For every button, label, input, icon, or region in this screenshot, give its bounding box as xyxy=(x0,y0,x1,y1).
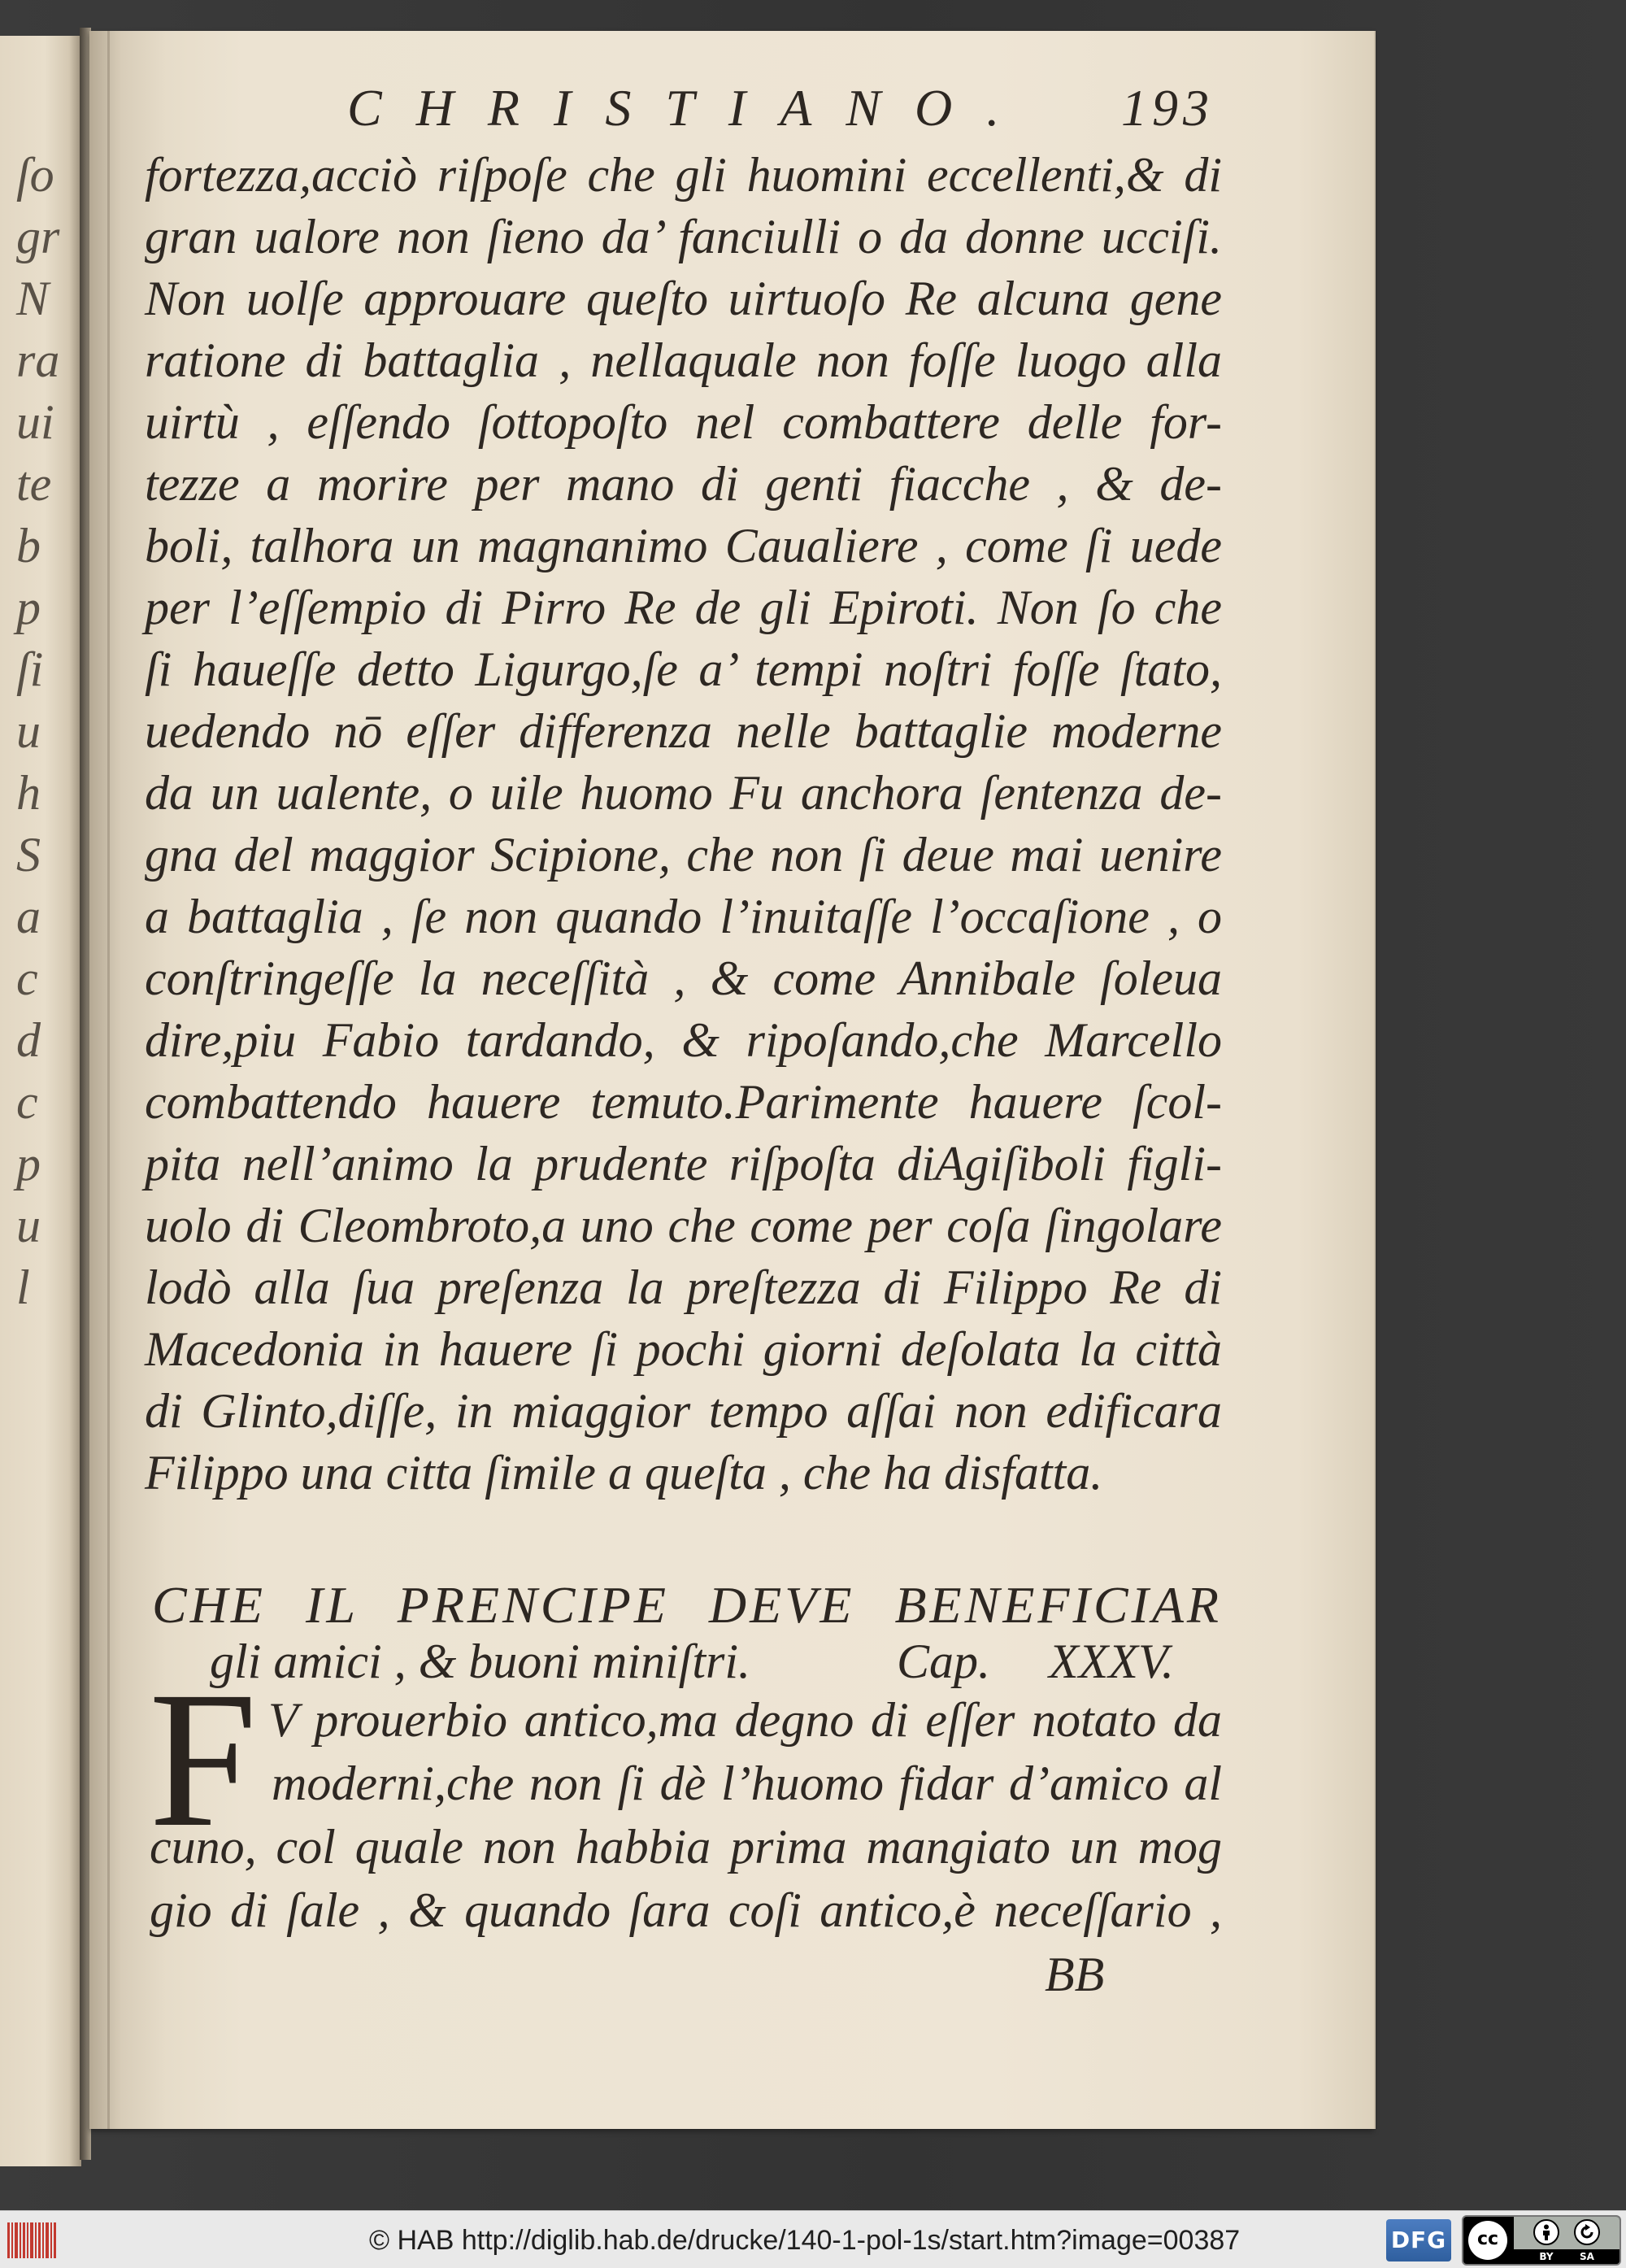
footer-bar xyxy=(0,2210,1626,2268)
facing-fragment: N xyxy=(16,272,50,325)
chapter-number: XXXV. xyxy=(1049,1635,1174,1688)
text-line: ſi haueſſe detto Ligurgo,ſe a’ tempi noſtri foſſe ſtato, xyxy=(145,642,1222,696)
text-line: gna del maggior Scipione, che non ſi deue mai uenire xyxy=(145,828,1222,882)
facing-fragment: c xyxy=(16,951,38,1005)
text-line: lodò alla ſua preſenza la preſtezza di Filippo Re di xyxy=(145,1260,1222,1314)
text-line: uedendo nō eſſer differenza nelle battaglie moderne xyxy=(145,704,1222,758)
text-line: conſtringeſſe la neceſſità , & come Annibale ſoleua xyxy=(145,951,1222,1005)
text-line: ratione di battaglia , nellaquale non foſſe luogo alla xyxy=(145,333,1222,387)
text-line: V prouerbio antico,ma degno di eſſer notato da xyxy=(268,1693,1222,1747)
facing-fragment: d xyxy=(16,1013,41,1067)
facing-fragment: te xyxy=(16,457,52,511)
text-line: boli, talhora un magnanimo Caualiere , come ſi uede xyxy=(145,519,1222,572)
facing-fragment: c xyxy=(16,1075,38,1129)
by-person-icon xyxy=(1533,2219,1559,2245)
drop-cap-initial: F xyxy=(149,1651,258,1867)
facing-fragment: a xyxy=(16,890,41,943)
cc-left-panel xyxy=(1463,2217,1514,2264)
facing-fragment: p xyxy=(16,581,41,634)
gutter-shadow xyxy=(107,31,110,2129)
text-line: a battaglia , ſe non quando l’inuitaſſe l’occaſione , o xyxy=(145,890,1222,943)
facing-fragment: ſo xyxy=(16,148,54,202)
chapter-label: Cap. xyxy=(897,1635,991,1688)
text-line: di Glinto,diſſe, in miaggior tempo aſſai non edificara xyxy=(145,1384,1222,1438)
facing-fragment: ra xyxy=(16,333,60,387)
cc-right-panel xyxy=(1514,2217,1619,2264)
text-line: Filippo una citta ſimile a queſta , che ha disfatta. xyxy=(145,1446,1103,1500)
by-label: BY xyxy=(1539,2251,1554,2262)
facing-fragment: S xyxy=(16,828,41,882)
text-line: Non uolſe approuare queſto uirtuoſo Re alcuna gene xyxy=(145,272,1222,325)
catchword: BB xyxy=(1045,1948,1105,2001)
facing-fragment: h xyxy=(16,766,41,820)
copyright-credit: © HAB http://diglib.hab.de/drucke/140-1-pol-1s/start.htm?image=00387 xyxy=(369,2225,1241,2256)
cc-label-strip xyxy=(1514,2249,1619,2264)
dfg-logo: DFG xyxy=(1386,2219,1451,2261)
text-line: dire,piu Fabio tardando, & ripoſando,che Marcello xyxy=(145,1013,1222,1067)
cc-license-badge xyxy=(1462,2215,1621,2266)
sa-label: SA xyxy=(1580,2251,1594,2262)
facing-fragment: p xyxy=(16,1137,41,1191)
facing-fragment: ui xyxy=(16,395,54,449)
text-line: gran ualore non ſieno da’ fanciulli o da donne ucciſi. xyxy=(145,210,1222,263)
text-line: Macedonia in hauere ſi pochi giorni deſolata la città xyxy=(145,1322,1222,1376)
body-paragraph xyxy=(145,144,1222,1504)
facing-fragment: l xyxy=(16,1260,30,1314)
barcode-icon xyxy=(7,2221,58,2260)
text-line: da un ualente, o uile huomo Fu anchora ſentenza de- xyxy=(145,766,1222,820)
facing-fragment: b xyxy=(16,519,41,572)
text-line: gio di ſale , & quando ſara coſi antico,è neceſſario , xyxy=(150,1883,1222,1937)
text-line: uirtù , eſſendo ſottopoſto nel combattere delle for- xyxy=(145,395,1222,449)
chapter-heading-line xyxy=(89,1630,1374,1692)
text-line: combattendo hauere temuto.Parimente hauere ſcol- xyxy=(145,1075,1222,1129)
chapter-heading-title: CHE IL PRENCIPE DEVE BENEFICIAR xyxy=(152,1576,1222,1634)
chapter-heading-subtitle: gli amici , & buoni miniſtri. xyxy=(210,1635,751,1688)
text-line: uolo di Cleombroto,a uno che come per coſa ſingolare xyxy=(145,1199,1222,1252)
facing-fragment: ſi xyxy=(16,642,44,696)
cc-icon-strip xyxy=(1514,2217,1619,2249)
creative-commons-icon: cc xyxy=(1468,2221,1507,2260)
text-line: moderni,che non ſi dè l’huomo fidar d’amico al xyxy=(272,1757,1222,1810)
share-alike-icon xyxy=(1574,2219,1600,2245)
text-line: pita nell’animo la prudente riſpoſta diAgiſiboli figli- xyxy=(145,1137,1222,1191)
folio-number: 193 xyxy=(1121,79,1214,137)
facing-fragment: u xyxy=(16,704,41,758)
facing-fragment: gr xyxy=(16,210,60,263)
text-line: fortezza,acciò riſpoſe che gli huomini eccellenti,& di xyxy=(145,148,1222,202)
running-head-title: CHRISTIANO. xyxy=(347,79,1034,137)
text-line: tezze a morire per mano di genti fiacche , & de- xyxy=(145,457,1222,511)
book-page xyxy=(89,31,1374,2129)
text-line: per l’eſſempio di Pirro Re de gli Epiroti. Non ſo che xyxy=(145,581,1222,634)
facing-fragment: u xyxy=(16,1199,41,1252)
facing-page-edge xyxy=(0,36,81,2166)
text-line: cuno, col quale non habbia prima mangiato un mog xyxy=(150,1820,1222,1874)
facing-page-fragments xyxy=(0,144,80,1318)
